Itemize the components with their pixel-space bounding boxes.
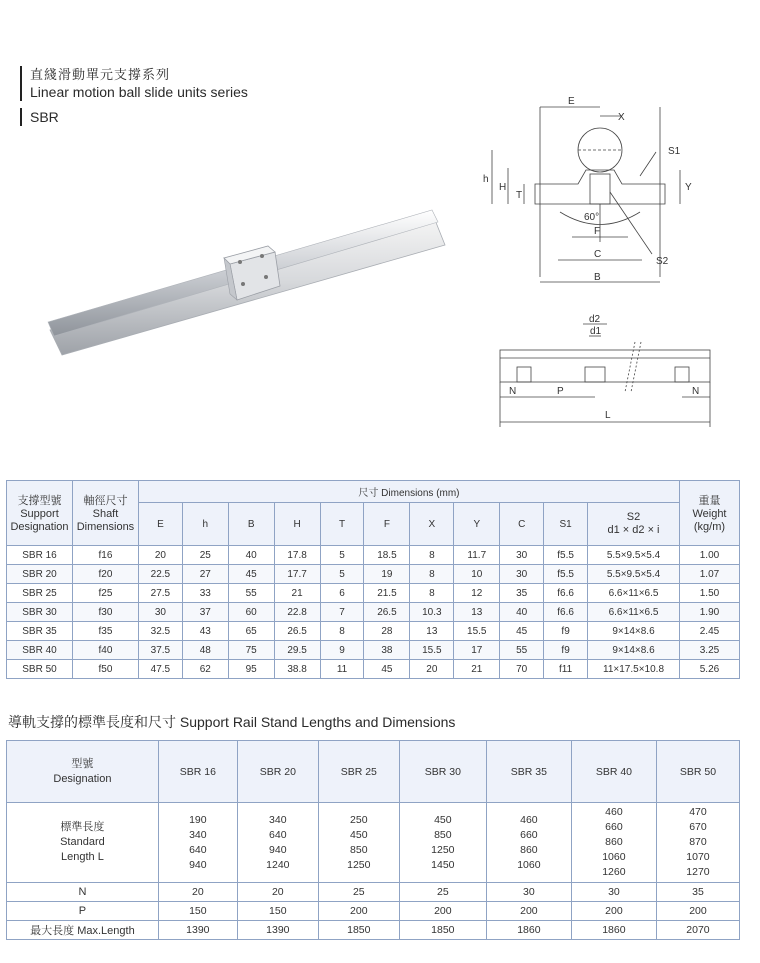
cell-h: 25 [182, 546, 228, 565]
cell-x: 8 [410, 584, 454, 603]
subheader-h: h [182, 503, 228, 546]
cell-h: 33 [182, 584, 228, 603]
title-english: Linear motion ball slide units series [30, 84, 248, 100]
cell-s2: 9×14×8.6 [588, 641, 680, 660]
cell-h: 43 [182, 622, 228, 641]
N-value: 30 [571, 883, 656, 902]
cell-s1: f9 [544, 622, 588, 641]
table-row [7, 641, 740, 660]
P-value: 200 [571, 902, 656, 921]
max-length-value: 1860 [486, 921, 571, 940]
P-label: P [7, 902, 159, 921]
P-value: 150 [158, 902, 237, 921]
dim-label-Y: Y [685, 182, 692, 193]
subheader-H: H [274, 503, 320, 546]
cell-w: 1.00 [679, 546, 739, 565]
dim-label-B: B [594, 272, 601, 283]
cell-e: 20 [138, 546, 182, 565]
cell-c: 45 [500, 622, 544, 641]
title-chinese: 直綫滑動單元支撐系列 [30, 67, 171, 82]
cell-h: 38.8 [274, 660, 320, 679]
header-model: SBR 40 [571, 741, 656, 803]
cell-w: 1.07 [679, 565, 739, 584]
std-length-cell: 450 850 1250 1450 [399, 803, 486, 883]
cell-model: SBR 16 [7, 546, 73, 565]
cell-s2: 5.5×9.5×5.4 [588, 565, 680, 584]
cell-shaft: f40 [72, 641, 138, 660]
max-length-value: 1850 [318, 921, 399, 940]
N-label: N [7, 883, 159, 902]
header-model: SBR 20 [237, 741, 318, 803]
cell-f: 21.5 [364, 584, 410, 603]
cell-model: SBR 30 [7, 603, 73, 622]
cell-shaft: f20 [72, 565, 138, 584]
cell-s2: 11×17.5×10.8 [588, 660, 680, 679]
cell-y: 13 [454, 603, 500, 622]
cell-c: 55 [500, 641, 544, 660]
dim-label-N-left: N [509, 386, 517, 397]
dim-label-C: C [594, 249, 602, 260]
dim-label-S2: S2 [656, 256, 669, 267]
cell-h: 62 [182, 660, 228, 679]
table-row [7, 546, 740, 565]
header-designation: 型號 Designation [7, 741, 159, 803]
subheader-F: F [364, 503, 410, 546]
subheader-T: T [320, 503, 364, 546]
cell-y: 10 [454, 565, 500, 584]
cell-t: 6 [320, 584, 364, 603]
header-support: 支撐型號 Support Designation [7, 481, 73, 546]
cell-w: 1.90 [679, 603, 739, 622]
cell-y: 11.7 [454, 546, 500, 565]
standard-length-label: 標準長度 Standard Length L [7, 803, 159, 883]
cell-t: 9 [320, 641, 364, 660]
P-value: 200 [318, 902, 399, 921]
cell-c: 30 [500, 546, 544, 565]
cell-h: 48 [182, 641, 228, 660]
cell-f: 19 [364, 565, 410, 584]
cell-c: 70 [500, 660, 544, 679]
P-value: 200 [656, 902, 739, 921]
cell-b: 60 [228, 603, 274, 622]
cell-shaft: f35 [72, 622, 138, 641]
cell-b: 95 [228, 660, 274, 679]
dim-label-S1: S1 [668, 146, 681, 157]
cell-h: 26.5 [274, 622, 320, 641]
cell-t: 8 [320, 622, 364, 641]
cell-f: 26.5 [364, 603, 410, 622]
N-value: 25 [399, 883, 486, 902]
max-length-value: 1860 [571, 921, 656, 940]
cell-y: 12 [454, 584, 500, 603]
subheader-S1: S1 [544, 503, 588, 546]
header-model: SBR 16 [158, 741, 237, 803]
table-row [7, 622, 740, 641]
cross-section-diagram [480, 92, 720, 292]
dim-label-P: P [557, 386, 564, 397]
subheader-X: X [410, 503, 454, 546]
cell-t: 5 [320, 546, 364, 565]
cell-y: 21 [454, 660, 500, 679]
cell-s2: 9×14×8.6 [588, 622, 680, 641]
N-value: 35 [656, 883, 739, 902]
cell-b: 40 [228, 546, 274, 565]
std-length-cell: 460 660 860 1060 [486, 803, 571, 883]
P-value: 200 [399, 902, 486, 921]
N-value: 25 [318, 883, 399, 902]
cell-f: 18.5 [364, 546, 410, 565]
cell-e: 32.5 [138, 622, 182, 641]
cell-s1: f9 [544, 641, 588, 660]
table-row [7, 565, 740, 584]
cell-h: 27 [182, 565, 228, 584]
cell-e: 22.5 [138, 565, 182, 584]
cell-f: 38 [364, 641, 410, 660]
table-row [7, 584, 740, 603]
cell-b: 55 [228, 584, 274, 603]
P-value: 150 [237, 902, 318, 921]
cell-y: 15.5 [454, 622, 500, 641]
cell-y: 17 [454, 641, 500, 660]
cell-e: 30 [138, 603, 182, 622]
cell-b: 65 [228, 622, 274, 641]
cell-shaft: f30 [72, 603, 138, 622]
std-length-cell: 190 340 640 940 [158, 803, 237, 883]
cell-t: 11 [320, 660, 364, 679]
dim-label-d2: d2 [589, 314, 601, 325]
cell-s1: f5.5 [544, 565, 588, 584]
cell-shaft: f25 [72, 584, 138, 603]
cell-model: SBR 25 [7, 584, 73, 603]
N-value: 20 [237, 883, 318, 902]
table-row [7, 660, 740, 679]
max-length-value: 1850 [399, 921, 486, 940]
cell-s1: f6.6 [544, 584, 588, 603]
cell-f: 45 [364, 660, 410, 679]
dimensions-table [6, 480, 740, 679]
cell-x: 8 [410, 546, 454, 565]
dim-label-X: X [618, 112, 625, 123]
dim-label-F: F [594, 226, 601, 237]
header-model: SBR 35 [486, 741, 571, 803]
cell-shaft: f50 [72, 660, 138, 679]
table-row [7, 603, 740, 622]
cell-t: 5 [320, 565, 364, 584]
cell-b: 45 [228, 565, 274, 584]
dim-label-h: h [483, 174, 489, 185]
header-model: SBR 30 [399, 741, 486, 803]
subheader-S2: S2 d1 × d2 × i [588, 503, 680, 546]
cell-x: 15.5 [410, 641, 454, 660]
cell-w: 2.45 [679, 622, 739, 641]
cell-e: 37.5 [138, 641, 182, 660]
dim-label-angle: 60° [584, 212, 600, 223]
cell-s2: 6.6×11×6.5 [588, 603, 680, 622]
max-length-value: 2070 [656, 921, 739, 940]
subheader-C: C [500, 503, 544, 546]
cell-w: 3.25 [679, 641, 739, 660]
cell-model: SBR 35 [7, 622, 73, 641]
header-shaft: 軸徑尺寸 Shaft Dimensions [72, 481, 138, 546]
cell-s1: f6.6 [544, 603, 588, 622]
subheader-Y: Y [454, 503, 500, 546]
product-image [40, 200, 460, 400]
cell-x: 10.3 [410, 603, 454, 622]
side-view-diagram [495, 312, 715, 432]
std-length-cell: 460 660 860 1060 1260 [571, 803, 656, 883]
cell-e: 47.5 [138, 660, 182, 679]
dim-label-T: T [516, 190, 523, 201]
cell-b: 75 [228, 641, 274, 660]
dim-label-E: E [568, 96, 575, 107]
cell-h: 17.8 [274, 546, 320, 565]
cell-x: 20 [410, 660, 454, 679]
std-length-cell: 340 640 940 1240 [237, 803, 318, 883]
cell-s2: 6.6×11×6.5 [588, 584, 680, 603]
cell-shaft: f16 [72, 546, 138, 565]
P-value: 200 [486, 902, 571, 921]
header-model: SBR 25 [318, 741, 399, 803]
model-label: SBR [20, 108, 59, 126]
std-length-cell: 470 670 870 1070 1270 [656, 803, 739, 883]
cell-c: 30 [500, 565, 544, 584]
cell-t: 7 [320, 603, 364, 622]
cell-w: 1.50 [679, 584, 739, 603]
title-block [20, 66, 248, 101]
cell-model: SBR 50 [7, 660, 73, 679]
cell-h: 22.8 [274, 603, 320, 622]
cell-s1: f5.5 [544, 546, 588, 565]
subheader-E: E [138, 503, 182, 546]
cell-w: 5.26 [679, 660, 739, 679]
cell-model: SBR 40 [7, 641, 73, 660]
cell-f: 28 [364, 622, 410, 641]
dim-label-d1: d1 [590, 326, 602, 337]
cell-h: 37 [182, 603, 228, 622]
cell-c: 40 [500, 603, 544, 622]
cell-c: 35 [500, 584, 544, 603]
N-value: 20 [158, 883, 237, 902]
header-weight: 重量 Weight (kg/m) [679, 481, 739, 546]
subheader-B: B [228, 503, 274, 546]
header-model: SBR 50 [656, 741, 739, 803]
cell-h: 29.5 [274, 641, 320, 660]
cell-h: 21 [274, 584, 320, 603]
dim-label-H: H [499, 182, 507, 193]
N-value: 30 [486, 883, 571, 902]
rail-length-table [6, 740, 740, 940]
cell-e: 27.5 [138, 584, 182, 603]
cell-model: SBR 20 [7, 565, 73, 584]
cell-s1: f11 [544, 660, 588, 679]
std-length-cell: 250 450 850 1250 [318, 803, 399, 883]
max-length-value: 1390 [158, 921, 237, 940]
cell-h: 17.7 [274, 565, 320, 584]
header-dimensions: 尺寸 Dimensions (mm) [138, 481, 679, 503]
cell-x: 13 [410, 622, 454, 641]
dim-label-L: L [605, 410, 611, 421]
max-length-label: 最大長度 Max.Length [7, 921, 159, 940]
cell-x: 8 [410, 565, 454, 584]
dim-label-N-right: N [692, 386, 700, 397]
max-length-value: 1390 [237, 921, 318, 940]
rail-section-title: 導軌支撐的標準長度和尺寸 Support Rail Stand Lengths and Dimensions [8, 714, 456, 730]
cell-s2: 5.5×9.5×5.4 [588, 546, 680, 565]
